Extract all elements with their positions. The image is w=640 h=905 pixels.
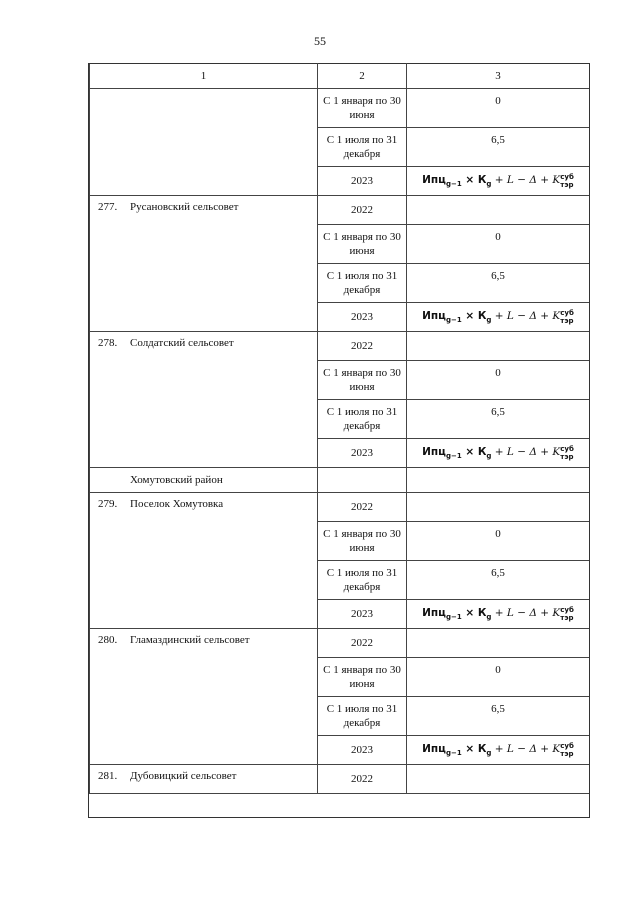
period-cell: 2023 [318,600,407,629]
formula-base: Ипц [422,310,446,322]
region-row [90,468,590,493]
settlement-cell [90,629,318,765]
settlement-name: Дубовицкий сельсовет [130,770,237,782]
settlement-cell [90,196,318,332]
value-cell [407,332,590,361]
formula-rest: + L − Δ + [491,607,553,619]
value-cell [407,493,590,522]
period-cell: 2022 [318,765,407,794]
value-cell: 6,5 [407,697,590,736]
value-cell: 6,5 [407,128,590,167]
formula-k: К [477,607,487,619]
settlement-cell [90,765,318,794]
formula-kt-sub: тэр [560,614,574,622]
table-row [90,765,590,794]
value-cell [407,196,590,225]
formula-kt-indices [560,309,574,325]
value-cell [407,629,590,658]
formula-rest: + L − Δ + [491,446,553,458]
formula-times: × [461,310,478,322]
value-cell: 0 [407,225,590,264]
formula-base-sub: g−1 [445,316,462,324]
formula-k: К [477,743,487,755]
header-col-2: 2 [318,64,407,89]
continuation-name-cell [90,89,318,196]
region-empty-cell [407,468,590,493]
formula-kt-indices [560,173,574,189]
header-row [90,64,590,89]
formula-base: Ипц [422,174,446,186]
formula-kt-sup: суб [560,173,574,181]
formula-times: × [461,743,478,755]
period-cell: 2022 [318,493,407,522]
period-cell: С 1 июля по 31 декабря [318,264,407,303]
period-cell: С 1 января по 30 июня [318,89,407,128]
period-cell: 2022 [318,332,407,361]
value-cell: 6,5 [407,561,590,600]
value-cell [407,765,590,794]
period-cell: С 1 января по 30 июня [318,522,407,561]
period-cell: 2023 [318,439,407,468]
period-cell: 2023 [318,167,407,196]
formula-base: Ипц [422,743,446,755]
formula-k-sub: g [486,613,492,621]
formula-base: Ипц [422,607,446,619]
period-cell: С 1 июля по 31 декабря [318,697,407,736]
tariff-formula [422,173,574,189]
formula-times: × [461,607,478,619]
tariff-table-container [88,63,590,818]
value-cell: 0 [407,89,590,128]
formula-k-sub: g [486,180,492,188]
formula-kt-indices [560,606,574,622]
formula-times: × [461,446,478,458]
tariff-formula [422,309,574,325]
period-cell: 2022 [318,196,407,225]
region-name: Хомутовский район [90,468,318,493]
formula-kt: K [552,607,561,619]
value-cell [407,303,590,332]
value-cell [407,167,590,196]
formula-kt-sup: суб [560,742,574,750]
formula-base-sub: g−1 [445,749,462,757]
formula-kt-sub: тэр [560,181,574,189]
formula-kt-sub: тэр [560,317,574,325]
table-row [90,89,590,128]
value-cell [407,736,590,765]
settlement-number: 281. [98,770,118,782]
formula-rest: + L − Δ + [491,174,553,186]
period-cell: С 1 января по 30 июня [318,658,407,697]
period-cell: С 1 июля по 31 декабря [318,561,407,600]
header-col-3: 3 [407,64,590,89]
table-row [90,629,590,658]
settlement-name: Поселок Хомутовка [130,498,224,510]
formula-kt-sup: суб [560,606,574,614]
tariff-formula [422,606,574,622]
value-cell: 6,5 [407,400,590,439]
formula-kt-sup: суб [560,445,574,453]
settlement-name: Солдатский сельсовет [130,337,234,349]
period-cell: 2022 [318,629,407,658]
value-cell: 0 [407,522,590,561]
page-number: 55 [314,34,326,48]
formula-kt-indices [560,445,574,461]
formula-k: К [477,446,487,458]
formula-base: Ипц [422,446,446,458]
settlement-cell [90,332,318,468]
formula-rest: + L − Δ + [491,310,553,322]
value-cell [407,600,590,629]
value-cell: 0 [407,361,590,400]
settlement-cell [90,493,318,629]
settlement-number: 278. [98,337,118,349]
formula-k: К [477,310,487,322]
formula-k-sub: g [486,749,492,757]
period-cell: 2023 [318,736,407,765]
region-empty-cell [318,468,407,493]
formula-kt-sub: тэр [560,453,574,461]
period-cell: С 1 января по 30 июня [318,225,407,264]
period-cell: С 1 июля по 31 декабря [318,128,407,167]
formula-kt: K [552,446,561,458]
formula-kt: K [552,743,561,755]
settlement-number: 280. [98,634,118,646]
formula-kt-indices [560,742,574,758]
formula-kt-sub: тэр [560,750,574,758]
formula-base-sub: g−1 [445,180,462,188]
value-cell: 6,5 [407,264,590,303]
table-row [90,196,590,225]
tariff-formula [422,742,574,758]
settlement-number: 279. [98,498,118,510]
formula-rest: + L − Δ + [491,743,553,755]
formula-times: × [461,174,478,186]
period-cell: 2023 [318,303,407,332]
header-col-1: 1 [90,64,318,89]
table-header [90,64,590,89]
formula-base-sub: g−1 [445,452,462,460]
formula-kt-sup: суб [560,309,574,317]
formula-kt: K [552,310,561,322]
period-cell: С 1 июля по 31 декабря [318,400,407,439]
formula-kt: K [552,174,561,186]
settlement-name: Русановский сельсовет [130,201,239,213]
settlement-number: 277. [98,201,118,213]
table-row [90,493,590,522]
value-cell: 0 [407,658,590,697]
tariff-table [89,63,590,794]
table-body [90,89,590,794]
table-row [90,332,590,361]
formula-k: К [477,174,487,186]
period-cell: С 1 января по 30 июня [318,361,407,400]
settlement-name: Гламаздинский сельсовет [130,634,250,646]
value-cell [407,439,590,468]
tariff-formula [422,445,574,461]
formula-base-sub: g−1 [445,613,462,621]
formula-k-sub: g [486,316,492,324]
formula-k-sub: g [486,452,492,460]
